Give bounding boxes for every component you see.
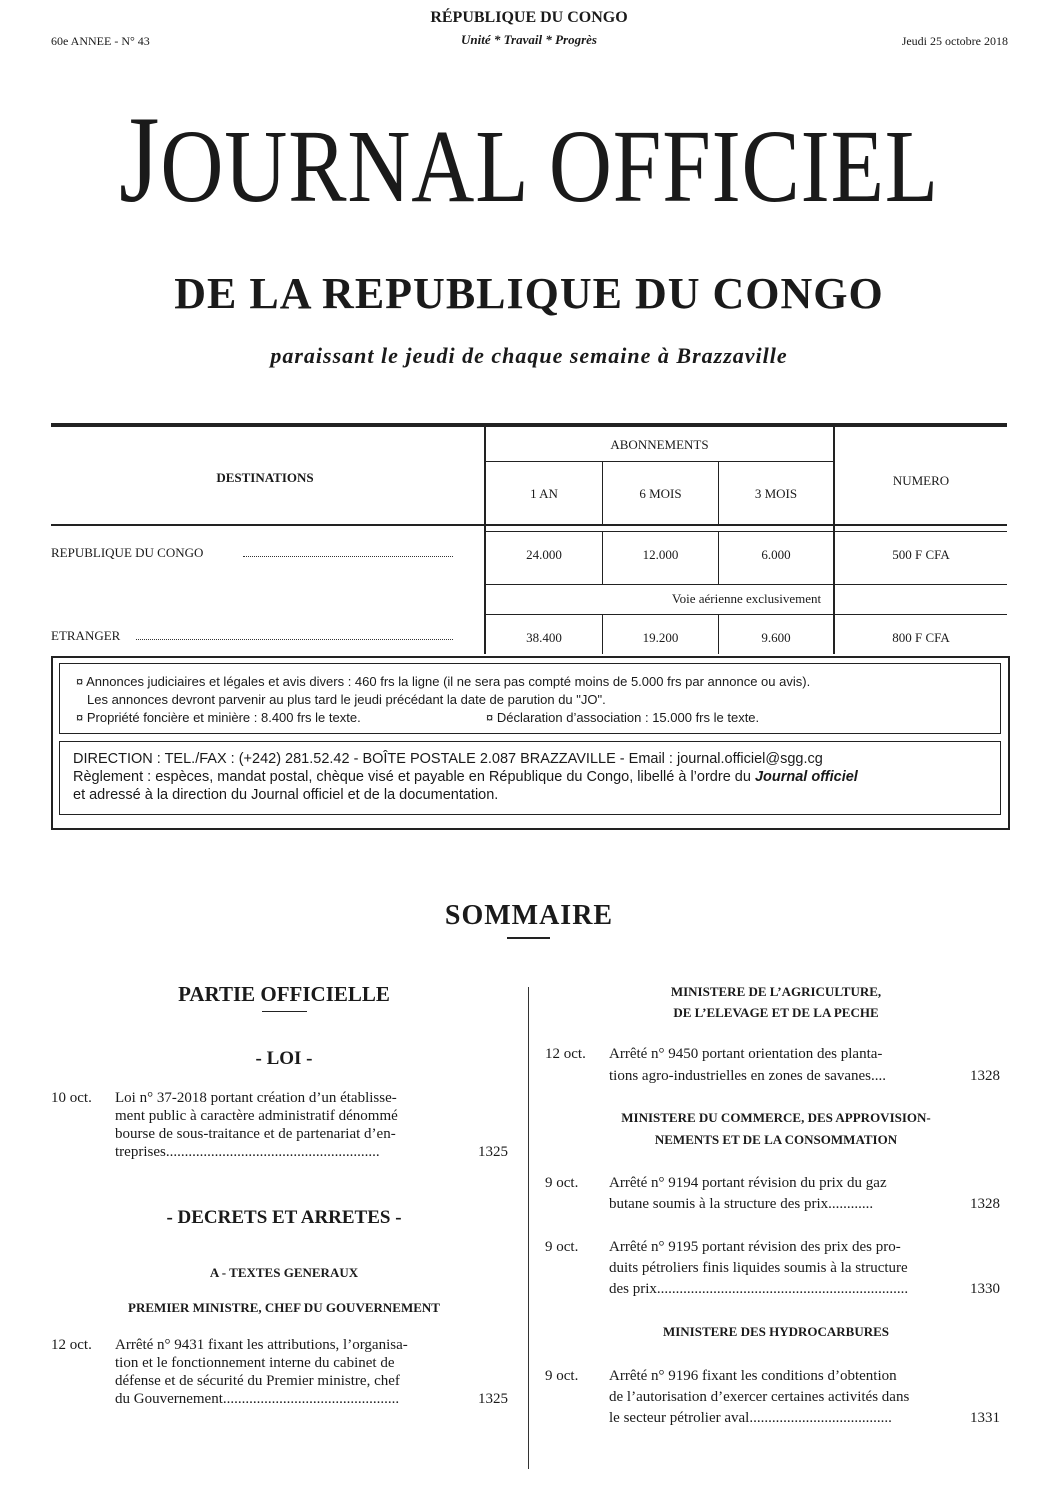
commerce-heading-2: NEMENTS ET DE LA CONSOMMATION xyxy=(654,1132,898,1147)
sommaire-title: SOMMAIRE xyxy=(444,900,614,931)
note-property: ¤ Propriété foncière et minière : 8.400 frs le texte. xyxy=(76,710,361,725)
price-congo-numero: 500 F CFA xyxy=(892,547,950,562)
note-deadline: Les annonces devront parvenir au plus tard le jeudi précédant la date de parution du "JO". xyxy=(87,692,606,707)
direction-address: et adressé à la direction du Journal officiel et de la documentation. xyxy=(73,787,499,803)
price-etranger-1an: 38.400 xyxy=(526,630,562,645)
partie-rule xyxy=(262,1011,307,1012)
price-congo-3mois: 6.000 xyxy=(761,547,791,562)
note-announcements: ¤ Annonces judiciaires et légales et avis divers : 460 frs la ligne (il ne sera pas compté moins de 5.000 frs par annonce ou avis). xyxy=(76,674,811,689)
commerce-heading-1: MINISTERE DU COMMERCE, DES APPROVISION- xyxy=(621,1110,931,1125)
entry-page: 1330 xyxy=(970,1281,1000,1297)
col-3mois-header: 3 MOIS xyxy=(754,486,798,501)
masthead-word-1: OURNAL xyxy=(160,109,527,224)
row-label-etranger: ETRANGER xyxy=(51,628,121,643)
entry-page: 1328 xyxy=(970,1068,1000,1084)
price-congo-6mois: 12.000 xyxy=(642,547,679,562)
table-top-rule xyxy=(51,423,1007,427)
entry-line: des prix................................................................... xyxy=(609,1281,909,1297)
entry-line: butane soumis à la structure des prix............ xyxy=(609,1196,874,1212)
entry-line: treprises......................................................... xyxy=(115,1144,380,1160)
direction-payment xyxy=(73,769,858,785)
col-6mois-header: 6 MOIS xyxy=(639,486,682,501)
table-hline xyxy=(484,614,1007,615)
entry-line: du Gouvernement............................................... xyxy=(115,1391,400,1407)
note-association: ¤ Déclaration d’association : 15.000 frs le texte. xyxy=(486,710,760,725)
partie-officielle-heading: PARTIE OFFICIELLE xyxy=(178,982,390,1006)
sommaire-rule xyxy=(507,937,550,939)
entry-line: défense et de sécurité du Premier ministre, chef xyxy=(115,1373,400,1389)
destinations-header: DESTINATIONS xyxy=(216,470,314,485)
table-hline xyxy=(484,584,1007,585)
textes-generaux-heading: A - TEXTES GENERAUX xyxy=(209,1265,359,1280)
entry-line: de l’autorisation d’exercer certaines activités dans xyxy=(609,1389,910,1405)
column-separator xyxy=(528,987,529,1469)
entry-page: 1325 xyxy=(478,1144,508,1160)
premier-ministre-heading: PREMIER MINISTRE, CHEF DU GOUVERNEMENT xyxy=(128,1300,440,1315)
direction-contact: DIRECTION : TEL./FAX : (+242) 281.52.42 - BOÎTE POSTALE 2.087 BRAZZAVILLE - Email : journal.officiel@sgg.cg xyxy=(73,751,823,767)
table-hline xyxy=(51,524,1007,526)
dot-leader xyxy=(243,556,453,557)
dot-leader xyxy=(136,639,453,640)
table-hline xyxy=(484,461,835,462)
national-motto: Unité * Travail * Progrès xyxy=(460,32,597,47)
entry-line: Arrêté n° 9196 fixant les conditions d’obtention xyxy=(609,1368,897,1384)
masthead-subtitle: DE LA REPUBLIQUE DU CONGO xyxy=(174,269,884,318)
entry-date: 9 oct. xyxy=(545,1239,579,1255)
hydrocarbures-heading: MINISTERE DES HYDROCARBURES xyxy=(662,1324,890,1339)
loi-heading: - LOI - xyxy=(255,1048,313,1069)
issue-date: Jeudi 25 octobre 2018 xyxy=(901,34,1008,48)
agriculture-heading-2: DE L’ELEVAGE ET DE LA PECHE xyxy=(673,1005,879,1020)
entry-date: 9 oct. xyxy=(545,1175,579,1191)
payment-text: Règlement : espèces, mandat postal, chèque visé et payable en République du Congo, libellé à l’ordre du xyxy=(73,769,755,785)
masthead-word-2: OFFICIEL xyxy=(548,109,940,224)
issue-number: 60e ANNEE - N° 43 xyxy=(51,34,150,48)
entry-page: 1331 xyxy=(970,1410,1000,1426)
entry-line: Arrêté n° 9195 portant révision des prix des pro- xyxy=(609,1239,901,1255)
entry-date: 12 oct. xyxy=(545,1046,586,1062)
masthead-tagline: paraissant le jeudi de chaque semaine à Brazzaville xyxy=(270,343,788,368)
republic-title: RÉPUBLIQUE DU CONGO xyxy=(430,9,628,26)
entry-page: 1328 xyxy=(970,1196,1000,1212)
entry-page: 1325 xyxy=(478,1391,508,1407)
agriculture-heading-1: MINISTERE DE L’AGRICULTURE, xyxy=(670,984,882,999)
entry-line: le secteur pétrolier aval...................................... xyxy=(609,1410,892,1426)
entry-line: Arrêté n° 9450 portant orientation des planta- xyxy=(609,1046,883,1062)
col-1an-header: 1 AN xyxy=(530,486,558,501)
entry-line: duits pétroliers finis liquides soumis à la structure xyxy=(609,1260,908,1276)
entry-line: ment public à caractère administratif dénommé xyxy=(115,1108,398,1124)
journal-name: Journal officiel xyxy=(754,769,858,785)
entry-line: bourse de sous-traitance et de partenariat d’en- xyxy=(115,1126,396,1142)
entry-line: tion et le fonctionnement interne du cabinet de xyxy=(115,1355,395,1371)
voie-aerienne-note: Voie aérienne exclusivement xyxy=(671,591,822,606)
row-label-congo: REPUBLIQUE DU CONGO xyxy=(51,545,204,560)
entry-date: 10 oct. xyxy=(51,1090,92,1106)
price-congo-1an: 24.000 xyxy=(526,547,562,562)
entry-date: 12 oct. xyxy=(51,1337,92,1353)
decrets-heading: - DECRETS ET ARRETES - xyxy=(166,1207,402,1228)
price-etranger-6mois: 19.200 xyxy=(642,630,679,645)
entry-line: Arrêté n° 9194 portant révision du prix du gaz xyxy=(609,1175,887,1191)
entry-line: Loi n° 37-2018 portant création d’un établisse- xyxy=(115,1090,397,1106)
table-hline xyxy=(484,531,1007,532)
masthead-initial: J xyxy=(118,91,161,228)
price-etranger-3mois: 9.600 xyxy=(761,630,791,645)
masthead xyxy=(85,91,974,228)
price-etranger-numero: 800 F CFA xyxy=(892,630,950,645)
entry-line: Arrêté n° 9431 fixant les attributions, l’organisa- xyxy=(115,1337,408,1353)
entry-date: 9 oct. xyxy=(545,1368,579,1384)
entry-line: tions agro-industrielles en zones de savanes.... xyxy=(609,1068,887,1084)
abonnements-header: ABONNEMENTS xyxy=(610,437,709,452)
numero-header: NUMERO xyxy=(892,473,950,488)
